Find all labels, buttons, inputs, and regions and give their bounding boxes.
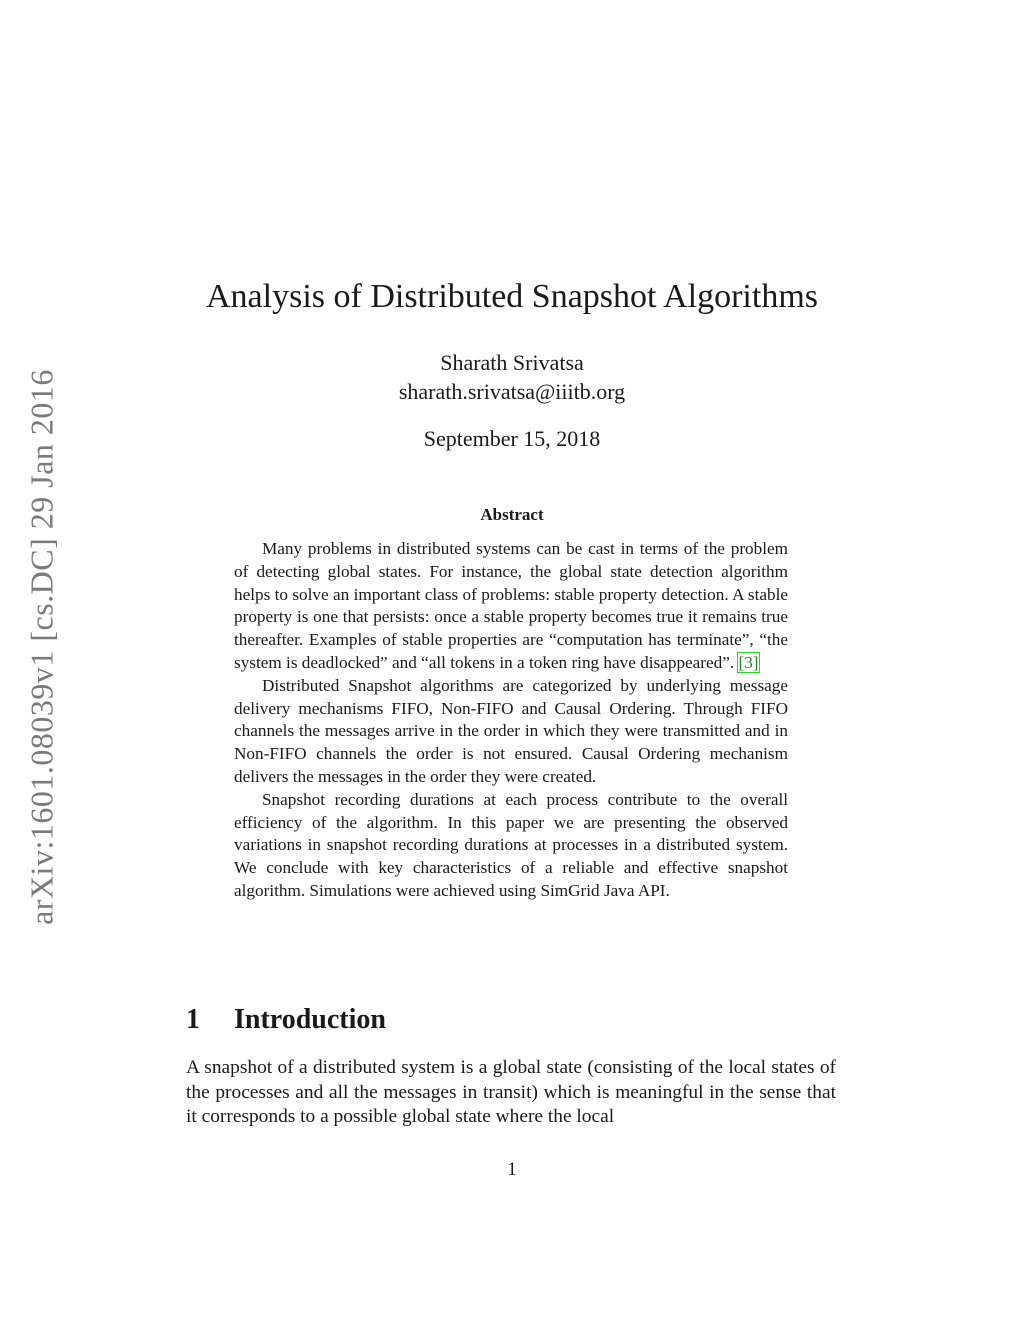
abstract-body bbox=[234, 538, 788, 903]
section-title: Introduction bbox=[234, 1004, 386, 1035]
section-heading-introduction bbox=[186, 1004, 386, 1036]
introduction-paragraph: A snapshot of a distributed system is a global state (consisting of the local states of the processes and all the messages in transit) which is meaningful in the sense that it corresponds to a possible global state where the local bbox=[186, 1057, 836, 1127]
abstract-paragraph-text: Many problems in distributed systems can be cast in terms of the problem of detecting global states. For instance, the global state detection algorithm helps to solve an important class of problems: stable property detection. A stable property is one that persists: once a stable property becomes true it remains true thereafter. Examples of stable properties are “computation has terminate”, “the system is deadlocked” and “all tokens in a token ring have disappeared”. bbox=[234, 539, 788, 672]
abstract-paragraph: Distributed Snapshot algorithms are categorized by underlying message delivery mechanisms FIFO, Non-FIFO and Causal Ordering. Through FIFO channels the messages arrive in the order in which they were transmitted and in Non-FIFO channels the order is not ensured. Causal Ordering mechanism delivers the messages in the order they were created. bbox=[234, 675, 788, 786]
section-number: 1 bbox=[186, 1004, 200, 1035]
paper-date: September 15, 2018 bbox=[423, 426, 601, 451]
author-name: Sharath Srivatsa bbox=[440, 350, 584, 375]
paper-title: Analysis of Distributed Snapshot Algorithms bbox=[206, 278, 818, 315]
author-email: sharath.srivatsa@iiitb.org bbox=[398, 379, 626, 404]
arxiv-identifier: arXiv:1601.08039v1 [cs.DC] 29 Jan 2016 bbox=[23, 369, 60, 925]
page-number: 1 bbox=[507, 1159, 517, 1180]
abstract-paragraph: Snapshot recording durations at each process contribute to the overall efficiency of the algorithm. In this paper we are presenting the observed variations in snapshot recording durations at processes in a distributed system. We conclude with key characteristics of a reliable and effective snapshot algorithm. Simulations were achieved using SimGrid Java API. bbox=[234, 789, 788, 900]
citation-link[interactable]: [3] bbox=[738, 652, 759, 672]
abstract-heading: Abstract bbox=[480, 505, 544, 524]
author-block bbox=[0, 348, 1024, 406]
abstract-paragraph bbox=[234, 538, 788, 675]
